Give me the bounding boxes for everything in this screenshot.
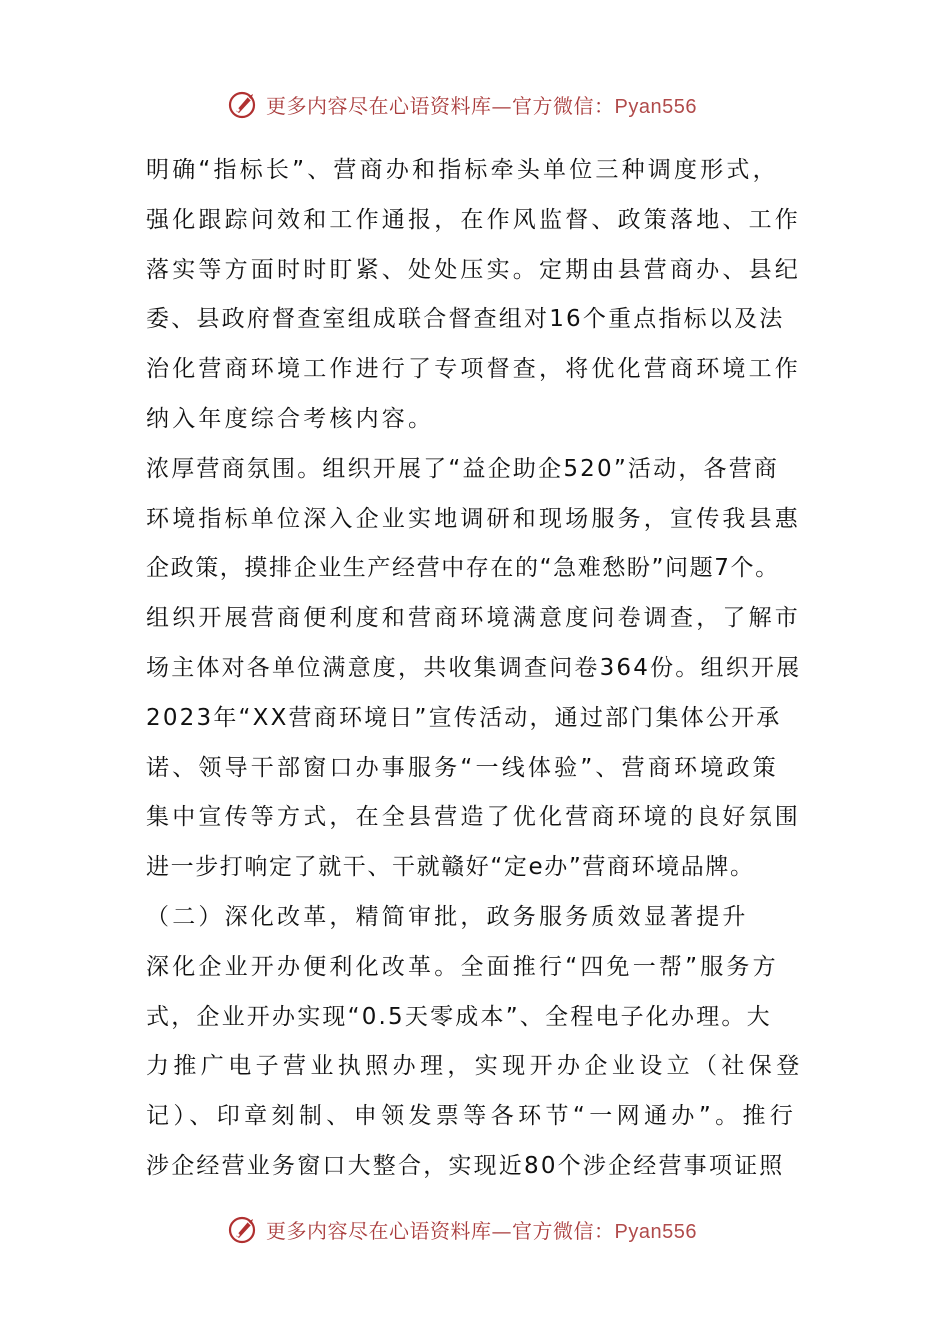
- text-line: 落实等方面时时盯紧、处处压实。定期由县营商办、县纪: [146, 256, 801, 283]
- banner-title: 更多内容尽在心语资料库: [266, 93, 492, 118]
- header-banner: [226, 84, 697, 124]
- text-line: 记）、印章刻制、申领发票等各环节“一网通办”。推行: [146, 1103, 798, 1130]
- banner-text: [266, 1215, 697, 1244]
- text-line: 组织开展营商便利度和营商环境满意度问卷调查，了解市: [146, 605, 801, 632]
- banner-suffix: 官方微信：: [512, 1218, 615, 1243]
- text-line: 集中宣传等方式，在全县营造了优化营商环境的良好氛围: [146, 804, 801, 831]
- text-line: 治化营商环境工作进行了专项督查，将优化营商环境工作: [146, 356, 801, 383]
- text-line: 明确“指标长”、营商办和指标牵头单位三种调度形式，: [146, 157, 779, 183]
- document-body: [146, 146, 816, 1192]
- text-line: 式，企业开办实现“0.5天零成本”、全程电子化办理。大: [146, 1003, 772, 1030]
- banner-wechat: Pyan556: [614, 95, 697, 118]
- banner-suffix: 官方微信：: [512, 93, 615, 118]
- banner-dash: —: [491, 93, 512, 118]
- pen-nib-circle-icon: [226, 86, 262, 122]
- banner-dash: —: [491, 1218, 512, 1243]
- text-line: 深化企业开办便利化改革。全面推行“四免一帮”服务方: [146, 953, 779, 980]
- pen-nib-circle-icon: [226, 1211, 262, 1247]
- text-line: 企政策，摸排企业生产经营中存在的“急难愁盼”问题7个。: [146, 555, 780, 582]
- footer-banner: [226, 1209, 697, 1249]
- text-line: 力推广电子营业执照办理，实现开办企业设立（社保登: [146, 1053, 804, 1080]
- text-line: 纳入年度综合考核内容。: [146, 405, 435, 432]
- text-line: 浓厚营商氛围。组织开展了“益企助企520”活动，各营商: [146, 455, 780, 482]
- text-line: 涉企经营业务窗口大整合，实现近80个涉企经营事项证照: [146, 1152, 785, 1179]
- text-line: 强化跟踪问效和工作通报，在作风监督、政策落地、工作: [146, 206, 801, 233]
- text-line: 诺、领导干部窗口办事服务“一线体验”、营商环境政策: [146, 754, 779, 781]
- banner-text: [266, 90, 697, 119]
- section-heading: （二）深化改革，精简审批，政务服务质效显著提升: [146, 903, 749, 930]
- text-line: 进一步打响定了就干、干就赣好“定e办”营商环境品牌。: [146, 854, 755, 881]
- text-line: 场主体对各单位满意度，共收集调查问卷364份。组织开展: [146, 654, 802, 681]
- text-line: 2023年“XX营商环境日”宣传活动，通过部门集体公开承: [146, 704, 782, 731]
- banner-wechat: Pyan556: [614, 1220, 697, 1243]
- banner-title: 更多内容尽在心语资料库: [266, 1218, 492, 1243]
- text-line: 委、县政府督查室组成联合督查组对16个重点指标以及法: [146, 306, 785, 333]
- text-line: 环境指标单位深入企业实地调研和现场服务，宣传我县惠: [146, 505, 801, 532]
